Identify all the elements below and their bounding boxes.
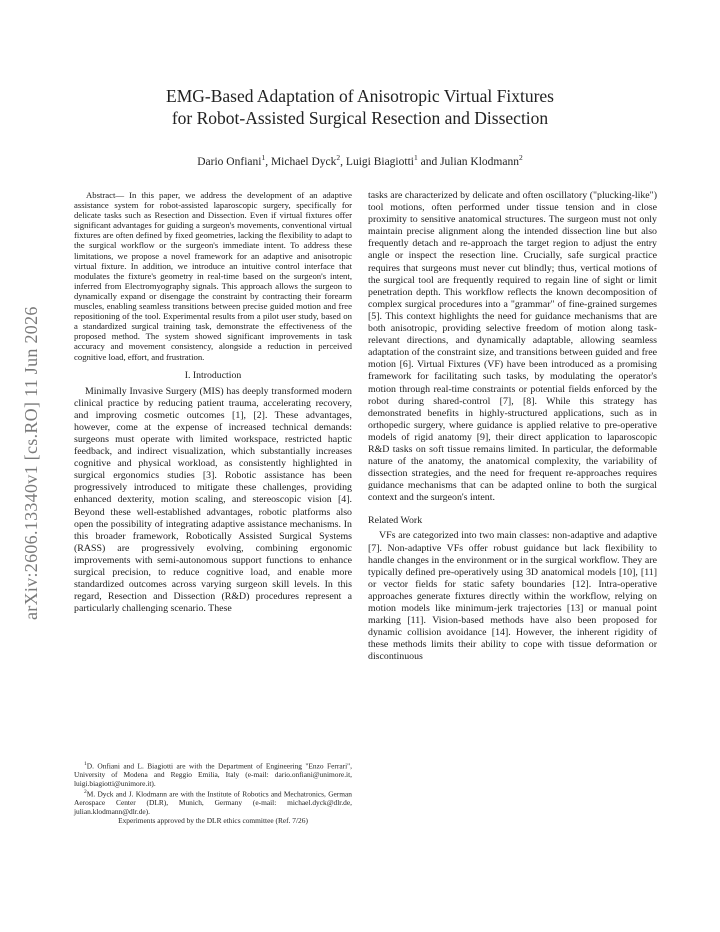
author-conjunction: and [417, 155, 441, 168]
paper-title [60, 85, 660, 129]
author-separator: , [265, 155, 271, 168]
introduction-continued-paragraph: tasks are characterized by delicate and often oscillatory ("plucking-like") tool motions, often performed under tissue tension and in close proximity to sensitive anatomical structures. The surgeon must not only maintain precise alignment along the intended dissection line but also frequently detach and re-approach the target region to adjust the entry angle or inspect the resection line. Crucially, safe surgical practice requires that surgeons must never cut blindly; thus, vertical motions of the surgical tool are frequently required to regain line of sight or limit penetration depth. This workflow reflects the known decomposition of complex surgical procedures into a "grammar" of fine-grained surgemes [5]. This context highlights the need for guidance mechanisms that are both anisotropic, providing selective freedom of motion along task-relevant directions, and dynamically adaptable, allowing seamless adaptation of the constraint size, and transitions between guided and free motion [6]. Virtual Fixtures (VF) have been introduced as a promising framework for facilitating such tasks, by modulating the operator's motion through real-time constraints or potential fields enforced by the robot during shared-control [7], [8]. While this strategy has demonstrated benefits in highly-structured applications, such as in orthopedic surgery, where guidance is applied relative to pre-operative models of rigid anatomy [9], their direct application to laparoscopic R&D tasks on soft tissue remains limited. In particular, the deformable nature of the anatomy, the anatomical complexity, the variability of dissection strategies, and the need for frequent re-approaches requires guidance mechanisms that can be adapted online to both the surgical context and the surgeon's intent. [368, 190, 657, 504]
footnote-affiliation-1 [74, 760, 352, 788]
title-line-1: EMG-Based Adaptation of Anisotropic Virtual Fixtures [166, 86, 554, 106]
author-name: Julian Klodmann [440, 155, 519, 168]
title-line-2: for Robot-Assisted Surgical Resection and Dissection [171, 108, 549, 128]
related-work-heading: Related Work [368, 515, 423, 527]
footnote-text: D. Onfiani and L. Biagiotti are with the Department of Engineering "Enzo Ferrari", University of Modena and Reggio Emilia, Italy (e-mail: dario.onfiani@unimore.it, luigi.biagiotti@unimore.it). [74, 761, 352, 788]
author-name: Luigi Biagiotti [345, 155, 414, 168]
author-name: Dario Onfiani [197, 155, 262, 168]
author-list [60, 151, 660, 169]
footnote-text: M. Dyck and J. Klodmann are with the Institute of Robotics and Mechatronics, German Aerospace Center (DLR), Munich, Germany (e-mail: michael.dyck@dlr.de, julian.klodmann@dlr.de). [74, 789, 352, 816]
footnote-marker: 1 [84, 761, 87, 767]
section-heading-introduction: I. Introduction [184, 369, 242, 381]
abstract: Abstract— In this paper, we address the development of an adaptive assistance system for robot-assisted laparoscopic surgery, specifically for delicate tasks such as Resection and Dissection. Even if virtual fixtures offer significant advantages for guiding a surgeon's movements, conventional virtual fixtures are often defined by fixed geometries, lacking the flexibility to adapt to the surgical workflow or the surgeon's immediate intent. To address these limitations, we propose a novel framework for an adaptive and anisotropic virtual fixture. In addition, we introduce an intuitive control interface that modulates the fixture's geometry in real-time based on the surgeon's intent, inferred from Electromyography signals. This approach allows the surgeon to dynamically expand or disengage the constraint by contracting their forearm muscles, enabling seamless transitions between precise guided motion and free repositioning of the tool. Experimental results from a pilot user study, based on a standardized surgical training task, demonstrate the effectiveness of the proposed method. The system showed significant improvements in task accuracy and movement consistency, alongside a reduction in perceived cognitive load, effort, and frustration. [74, 190, 352, 362]
related-work-paragraph: VFs are categorized into two main classes: non-adaptive and adaptive [7]. Non-adaptive VFs offer robust guidance but lack flexibility to handle changes in the environment or in the surgical workflow. They are typically defined pre-operatively using 3D anatomical models [10], [11] or vector fields for static safety boundaries [12]. Intra-operative approaches generate fixtures directly within the workflow, relying on motion models like minimum-jerk trajectories [13] or manual point marking [11]. Vision-based methods have also been proposed for dynamic collision avoidance [14]. However, the inherent rigidity of these methods limits their ability to cope with tissue deformation or discontinuous [368, 530, 657, 663]
right-column [368, 190, 657, 663]
footnote-marker: 2 [84, 789, 87, 796]
footnotes [74, 760, 352, 825]
author-affiliation: 1 [413, 153, 418, 162]
author-name: Michael Dyck [270, 155, 337, 168]
author-separator: , [340, 155, 346, 168]
introduction-paragraph: Minimally Invasive Surgery (MIS) has deeply transformed modern clinical practice by reducing patient trauma, accelerating recovery, and improving cosmetic outcomes [1], [2]. These advantages, however, come at the expense of increased technical demands: surgeons must operate with limited workspace, restricted haptic feedback, and indirect visualization, which substantially increases cognitive and physical workload, as consistently highlighted in surgical ergonomics studies [3]. Robotic assistance has been progressively introduced to mitigate these challenges, providing enhanced dexterity, motion scaling, and stereoscopic vision [4]. Beyond these well-established advantages, robotic platforms also open the possibility of integrating adaptive assistance mechanisms. In this broader framework, Robotically Assisted Surgical Systems (RASS) are progressively evolving, combining ergonomic improvements with semi-autonomous support functions to enhance surgical precision, to reduce cognitive load, and enable more standardized outcomes across varying surgeon skill levels. In this regard, Resection and Dissection (R&D) procedures represent a particularly challenging scenario. These [74, 385, 352, 615]
author-affiliation: 1 [261, 153, 266, 162]
author-affiliation: 2 [336, 153, 341, 162]
footnote-affiliation-2 [74, 788, 352, 816]
left-column [74, 190, 352, 615]
footnote-ethics: Experiments approved by the DLR ethics committee (Ref. 7/26) [118, 815, 308, 825]
arxiv-identifier: arXiv:2606.13340v1 [cs.RO] 11 Jun 2026 [21, 306, 41, 620]
author-affiliation: 2 [518, 153, 523, 162]
